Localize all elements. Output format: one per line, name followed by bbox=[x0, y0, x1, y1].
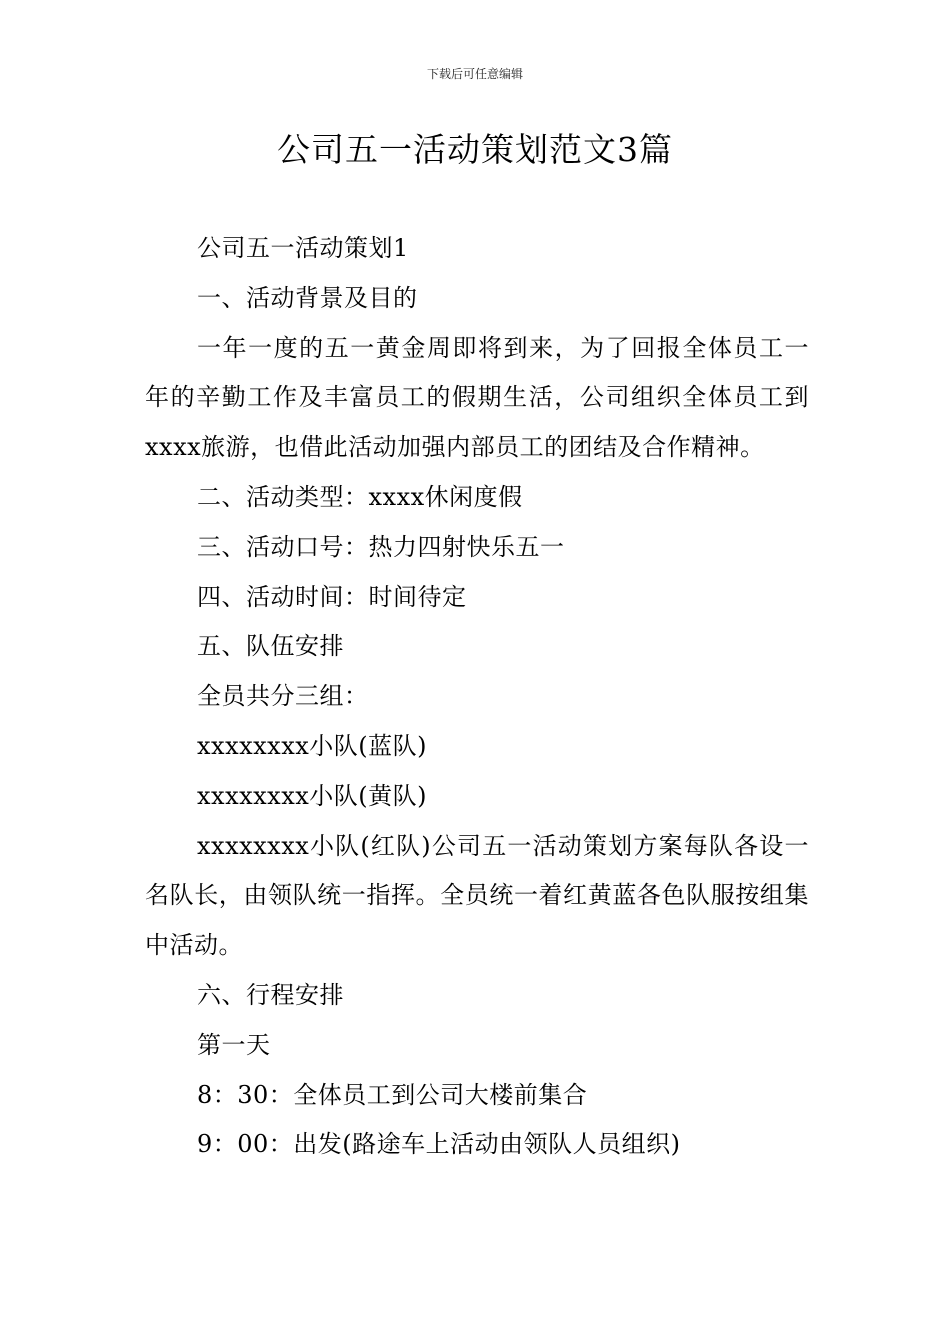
item-activity-type: 二、活动类型：xxxx休闲度假 bbox=[197, 482, 523, 511]
item-activity-time: 四、活动时间：时间待定 bbox=[197, 582, 467, 611]
document-title: 公司五一活动策划范文3篇 bbox=[277, 130, 673, 169]
team-blue: xxxxxxxx小队(蓝队) bbox=[197, 731, 428, 760]
paragraph-background: 一年一度的五一黄金周即将到来，为了回报全体员工一年的辛勤工作及丰富员工的假期生活，公司组织全体员工到xxxx旅游，也借此活动加强内部员工的团结及合作精神。 bbox=[145, 333, 809, 462]
document-body bbox=[145, 224, 809, 1170]
header-note: 下载后可任意编辑 bbox=[426, 67, 523, 81]
section-heading-plan-1: 公司五一活动策划1 bbox=[197, 234, 409, 262]
itinerary-item-0900: 9：00：出发(路途车上活动由领队人员组织) bbox=[197, 1130, 681, 1159]
heading-itinerary: 六、行程安排 bbox=[197, 980, 344, 1009]
item-activity-slogan: 三、活动口号：热力四射快乐五一 bbox=[197, 532, 565, 561]
team-red-paragraph: xxxxxxxx小队(红队)公司五一活动策划方案每队各设一名队长，由领队统一指挥。全员统一着红黄蓝各色队服按组集中活动。 bbox=[145, 831, 809, 960]
heading-team-arrangement: 五、队伍安排 bbox=[197, 632, 344, 661]
itinerary-day-1: 第一天 bbox=[197, 1030, 271, 1059]
team-yellow: xxxxxxxx小队(黄队) bbox=[197, 781, 428, 810]
heading-background: 一、活动背景及目的 bbox=[197, 283, 418, 312]
itinerary-item-0830: 8：30：全体员工到公司大楼前集合 bbox=[197, 1080, 588, 1109]
paragraph-groups: 全员共分三组： bbox=[197, 682, 369, 711]
